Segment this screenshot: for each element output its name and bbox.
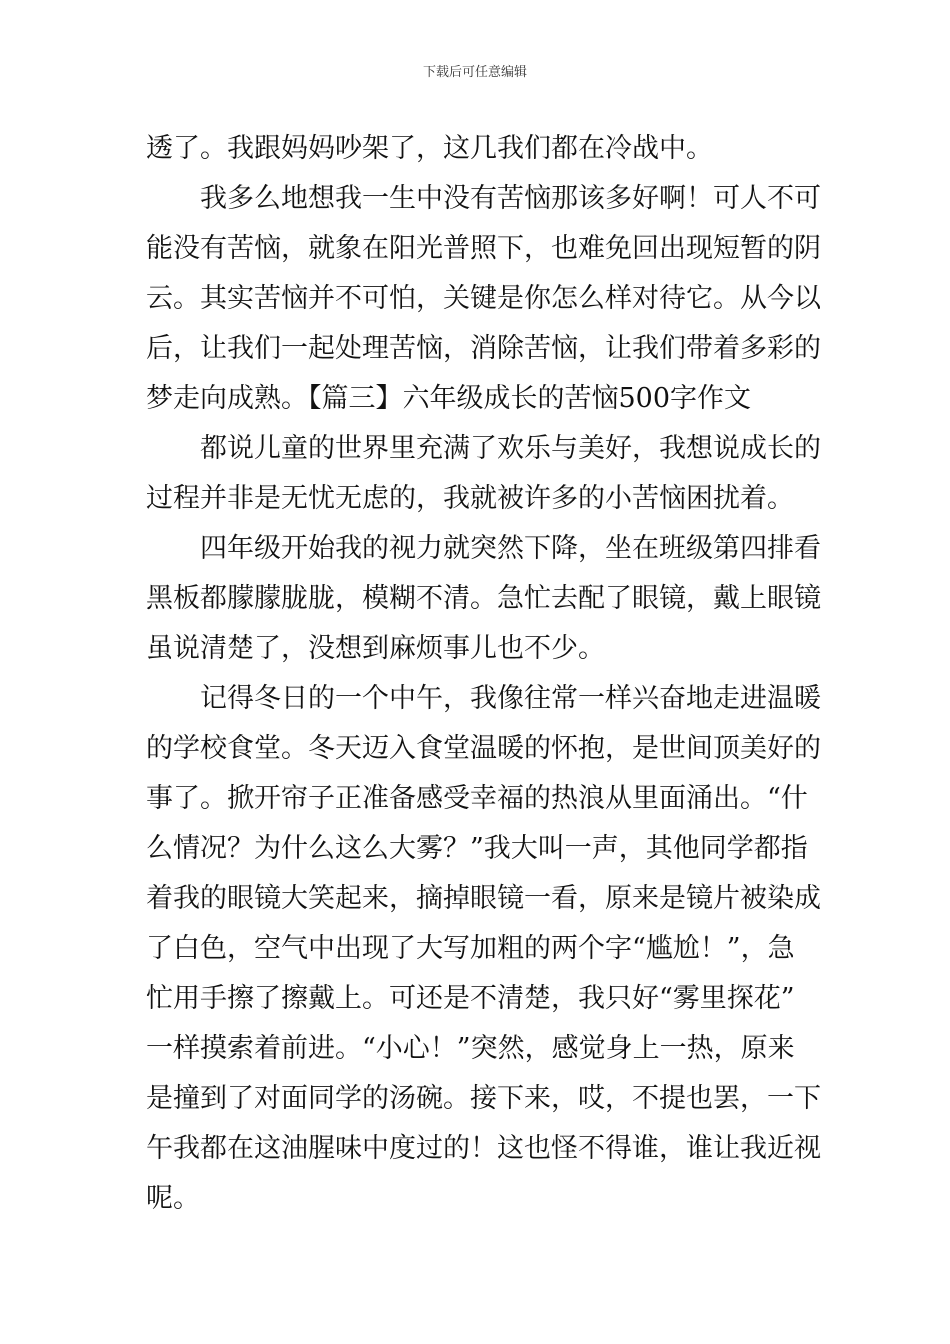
text-line: 虽说清楚了，没想到麻烦事儿也不少。 — [146, 633, 605, 664]
text-line: 一样摸索着前进。“小心！”突然，感觉身上一热，原来 — [146, 1033, 795, 1064]
text-line: 梦走向成熟。【篇三】六年级成长的苦恼500字作文 — [146, 383, 752, 414]
text-line: 后，让我们一起处理苦恼，消除苦恼，让我们带着多彩的 — [146, 333, 821, 364]
text-line: 了白色，空气中出现了大写加粗的两个字“尴尬！”，急 — [146, 933, 795, 964]
text-line: 云。其实苦恼并不可怕，关键是你怎么样对待它。从今以 — [146, 283, 821, 314]
text-line: 透了。我跟妈妈吵架了，这几我们都在冷战中。 — [146, 133, 713, 164]
page-header: 下载后可任意编辑 — [422, 65, 527, 80]
text-line: 能没有苦恼，就象在阳光普照下，也难免回出现短暂的阴 — [146, 233, 821, 264]
text-line: 过程并非是无忧无虑的，我就被许多的小苦恼困扰着。 — [146, 483, 794, 514]
text-line: 呢。 — [146, 1183, 200, 1214]
text-line: 是撞到了对面同学的汤碗。接下来，哎，不提也罢，一下 — [146, 1083, 821, 1114]
paragraph-first-line: 我多么地想我一生中没有苦恼那该多好啊！可人不可 — [200, 183, 821, 214]
text-line: 着我的眼镜大笑起来，摘掉眼镜一看，原来是镜片被染成 — [146, 883, 821, 914]
text-line: 的学校食堂。冬天迈入食堂温暖的怀抱，是世间顶美好的 — [146, 733, 821, 764]
paragraph-first-line: 都说儿童的世界里充满了欢乐与美好，我想说成长的 — [200, 433, 821, 464]
text-line: 么情况？为什么这么大雾？”我大叫一声，其他同学都指 — [146, 833, 808, 864]
text-line: 午我都在这油腥味中度过的！这也怪不得谁，谁让我近视 — [146, 1133, 821, 1164]
paragraph-first-line: 记得冬日的一个中午，我像往常一样兴奋地走进温暖 — [200, 683, 821, 714]
text-line: 事了。掀开帘子正准备感受幸福的热浪从里面涌出。“什 — [146, 783, 808, 814]
text-line: 忙用手擦了擦戴上。可还是不清楚，我只好“雾里探花” — [146, 983, 795, 1014]
text-line: 黑板都朦朦胧胧，模糊不清。急忙去配了眼镜，戴上眼镜 — [146, 583, 821, 614]
paragraph-first-line: 四年级开始我的视力就突然下降，坐在班级第四排看 — [200, 533, 821, 564]
